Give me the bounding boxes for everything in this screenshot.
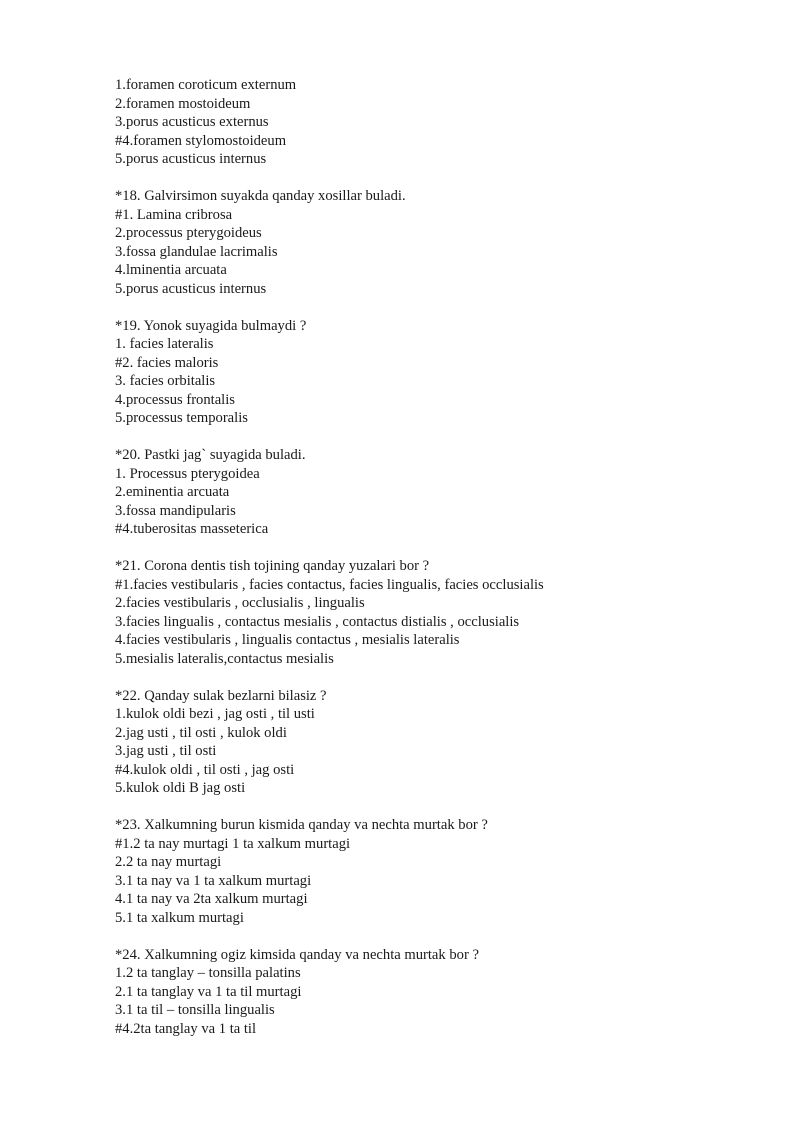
answer-option: 3.fossa glandulae lacrimalis <box>115 243 278 260</box>
answer-option: 4.lminentia arcuata <box>115 262 227 278</box>
answer-option: 4.1 ta nay va 2ta xalkum murtagi <box>115 891 308 907</box>
answer-option-correct: #4.kulok oldi , til osti , jag osti <box>115 761 295 778</box>
question-block-24 <box>115 946 775 1039</box>
answer-option: 5.porus acusticus internus <box>115 280 267 297</box>
answer-option: 3.fossa mandipularis <box>115 502 236 519</box>
answer-option-correct: #4.tuberositas masseterica <box>115 521 269 537</box>
answer-option: 3.1 ta til – tonsilla lingualis <box>115 1002 275 1018</box>
question-text: *23. Xalkumning burun kismida qanday va nechta murtak bor ? <box>115 817 488 833</box>
answer-option: 3.porus acusticus externus <box>115 114 269 130</box>
answer-option-correct: #4.2ta tanglay va 1 ta til <box>115 1020 257 1037</box>
answer-option: 2.1 ta tanglay va 1 ta til murtagi <box>115 983 302 1000</box>
question-block-18 <box>115 187 775 298</box>
answer-option: 2.eminentia arcuata <box>115 484 230 500</box>
answer-option: 3. facies orbitalis <box>115 373 216 389</box>
answer-option: 2.foramen mostoideum <box>115 95 251 112</box>
answer-option: 5.processus temporalis <box>115 410 248 426</box>
question-text: *18. Galvirsimon suyakda qanday xosillar buladi. <box>115 188 406 204</box>
question-block-17 <box>115 76 775 169</box>
answer-option-correct: #2. facies maloris <box>115 354 219 371</box>
answer-option-correct: #1. Lamina cribrosa <box>115 206 233 223</box>
answer-option-correct: #1.2 ta nay murtagi 1 ta xalkum murtagi <box>115 835 351 852</box>
answer-option: 1.kulok oldi bezi , jag osti , til usti <box>115 706 315 722</box>
question-text: *19. Yonok suyagida bulmaydi ? <box>115 317 307 334</box>
answer-option: 2.jag usti , til osti , kulok oldi <box>115 724 287 741</box>
answer-option: 2.2 ta nay murtagi <box>115 854 222 870</box>
question-text: *24. Xalkumning ogiz kimsida qanday va nechta murtak bor ? <box>115 946 479 963</box>
answer-option: 5.1 ta xalkum murtagi <box>115 909 244 926</box>
answer-option: 2.facies vestibularis , occlusialis , lingualis <box>115 595 365 611</box>
question-block-22 <box>115 687 775 798</box>
answer-option: 1. facies lateralis <box>115 336 214 352</box>
answer-option: 3.jag usti , til osti <box>115 743 217 759</box>
answer-option: 4.processus frontalis <box>115 391 235 408</box>
answer-option: 5.porus acusticus internus <box>115 151 267 167</box>
answer-option: 3.facies lingualis , contactus mesialis , contactus distialis , occlusialis <box>115 613 520 630</box>
question-block-19 <box>115 317 775 428</box>
question-text: *22. Qanday sulak bezlarni bilasiz ? <box>115 687 327 704</box>
answer-option: 5.mesialis lateralis,contactus mesialis <box>115 650 334 667</box>
answer-option: 1.foramen coroticum externum <box>115 77 297 93</box>
question-text: *21. Corona dentis tish tojining qanday yuzalari bor ? <box>115 558 430 574</box>
answer-option: 2.processus pterygoideus <box>115 225 262 241</box>
question-text: *20. Pastki jag` suyagida buladi. <box>115 447 306 463</box>
answer-option-correct: #1.facies vestibularis , facies contactus, facies lingualis, facies occlusialis <box>115 576 544 593</box>
answer-option: 4.facies vestibularis , lingualis contactus , mesialis lateralis <box>115 632 460 648</box>
answer-option: 1.2 ta tanglay – tonsilla palatins <box>115 965 301 981</box>
question-block-20 <box>115 446 775 539</box>
answer-option: 3.1 ta nay va 1 ta xalkum murtagi <box>115 872 312 889</box>
answer-option-correct: #4.foramen stylomostoideum <box>115 132 287 149</box>
document-page <box>115 76 775 1057</box>
answer-option: 5.kulok oldi B jag osti <box>115 780 246 796</box>
question-block-21 <box>115 557 775 668</box>
question-block-23 <box>115 816 775 927</box>
answer-option: 1. Processus pterygoidea <box>115 465 260 482</box>
